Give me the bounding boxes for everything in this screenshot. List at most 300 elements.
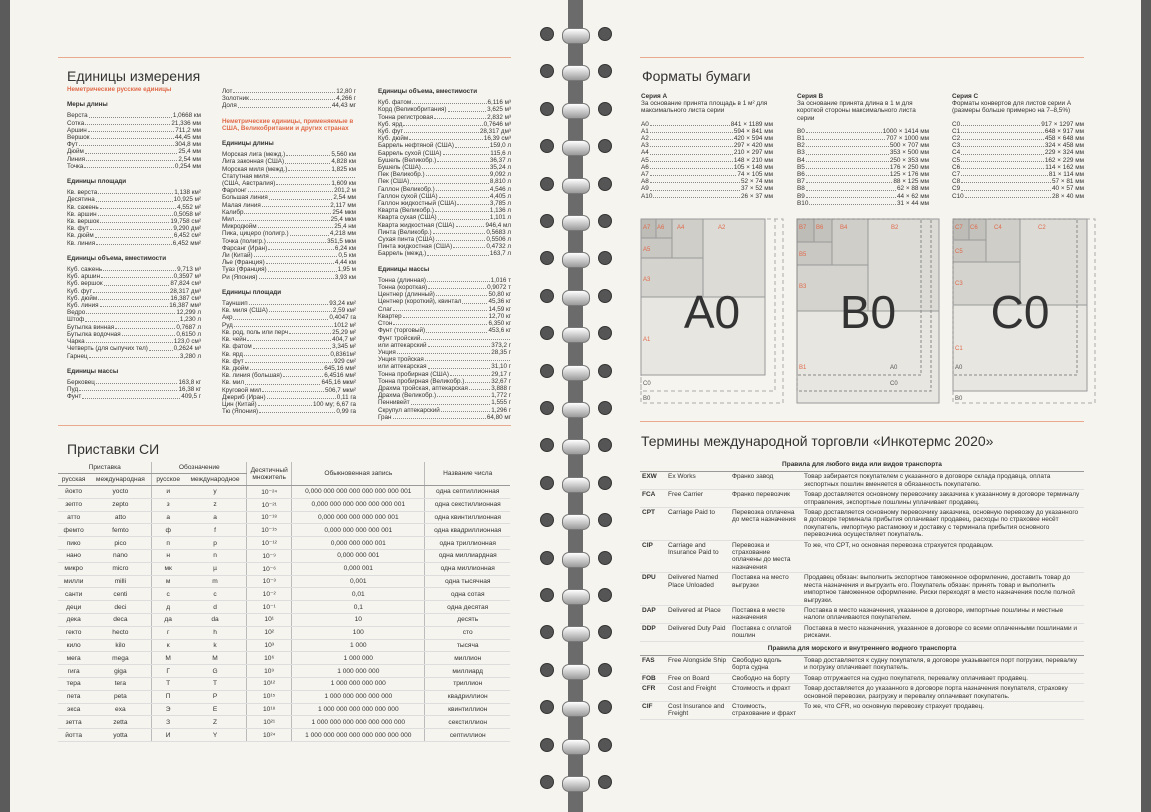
unit-row xyxy=(378,106,511,113)
leader-dots xyxy=(806,157,889,162)
unit-name: Куб. аршин xyxy=(67,273,101,281)
si-row xyxy=(58,652,510,665)
unit-value: 87,824 см³ xyxy=(170,280,201,288)
format-name: B1 xyxy=(797,135,805,143)
format-size: 26 × 37 мм xyxy=(740,192,773,200)
label-c6: C6 xyxy=(970,225,978,231)
format-size: 297 × 420 мм xyxy=(733,142,773,150)
format-name: C1 xyxy=(952,127,961,135)
unit-name: Кв. ярд xyxy=(222,350,243,358)
leader-dots xyxy=(122,331,176,336)
binding-ring xyxy=(562,439,590,455)
si-cell: одна квадриллионная xyxy=(425,524,510,537)
unit-row xyxy=(378,399,511,406)
si-row xyxy=(58,575,510,588)
unit-name: Куб. фут xyxy=(378,128,404,136)
format-name: A2 xyxy=(641,135,649,143)
format-name: A10 xyxy=(641,192,653,200)
incoterms-row xyxy=(640,684,1084,702)
unit-row xyxy=(222,307,356,314)
big-c0: C0 xyxy=(990,286,1050,338)
unit-name: Лье (Франция) xyxy=(222,259,265,267)
binding-ring xyxy=(562,552,590,568)
unit-value: 0,5683 л xyxy=(486,228,511,236)
format-size: 250 × 353 мм xyxy=(889,156,929,164)
unit-value: 404,7 м² xyxy=(332,336,356,344)
unit-row xyxy=(222,173,356,180)
binding-hole xyxy=(540,214,554,228)
si-cell: da xyxy=(184,613,247,626)
incoterms-cell: Стоимость, страхование и фрахт xyxy=(730,701,802,719)
incoterms-cell: Поставка в место назначения, указанное в договоре со всеми оплаченными пошлинами и рисками. xyxy=(802,623,1084,641)
unit-name: Фунт xyxy=(67,393,82,401)
leader-dots xyxy=(806,178,893,183)
leader-dots xyxy=(403,121,482,126)
si-cell: тысяча xyxy=(425,639,510,652)
si-cell: 0,001 xyxy=(292,575,425,588)
unit-value: 1,825 км xyxy=(331,165,356,173)
unit-value: 28,35 г xyxy=(491,348,511,356)
unit-value: 163,8 кг xyxy=(178,378,201,386)
unit-row xyxy=(67,240,201,247)
format-size: 62 × 88 мм xyxy=(896,185,929,193)
leader-dots xyxy=(403,313,488,318)
si-cell: 10¹ xyxy=(247,613,292,626)
unit-value: 4,405 л xyxy=(489,192,511,200)
section-heading: Неметрические русские единицы xyxy=(67,86,172,93)
binding-hole xyxy=(598,738,612,752)
leader-dots xyxy=(90,225,173,230)
si-cell: 10¹⁵ xyxy=(247,690,292,703)
leader-dots xyxy=(88,127,175,132)
leader-dots xyxy=(85,316,179,321)
unit-name: Стон xyxy=(378,320,393,328)
unit-row xyxy=(378,229,511,236)
binding-hole xyxy=(540,551,554,565)
si-cell: peta xyxy=(89,690,152,703)
leader-dots xyxy=(259,274,334,279)
binding-ring xyxy=(562,178,590,194)
unit-value: 3,625 м³ xyxy=(487,106,511,114)
unit-row xyxy=(222,158,356,165)
leader-dots xyxy=(269,307,332,312)
unit-value: 0,7646 м³ xyxy=(483,120,511,128)
unit-name: Дюйм xyxy=(67,148,84,156)
unit-name: Чарка xyxy=(67,338,85,346)
si-head-ru2: русское xyxy=(152,474,184,486)
unit-value: 4,546 л xyxy=(489,185,511,193)
unit-name: Тонна регистровая xyxy=(378,113,434,121)
label-a1: A1 xyxy=(643,337,651,343)
leader-dots xyxy=(100,218,169,223)
leader-dots xyxy=(262,202,330,207)
binding-hole xyxy=(598,27,612,41)
unit-row xyxy=(222,187,356,194)
label-b0: B0 xyxy=(643,396,651,402)
format-row xyxy=(952,171,1084,178)
leader-dots xyxy=(234,322,333,327)
unit-name: Малая линия xyxy=(222,201,261,209)
unit-row xyxy=(378,150,511,157)
unit-row xyxy=(67,331,201,338)
incoterms-cell: Ex Works xyxy=(666,472,730,490)
leader-dots xyxy=(276,180,330,185)
series-b xyxy=(797,93,931,207)
binding-hole xyxy=(540,476,554,490)
unit-name: Пек (Великобр.) xyxy=(378,171,425,179)
si-head-normal: Обыкновенная запись xyxy=(292,462,425,486)
unit-name: Куб. линия xyxy=(67,302,99,310)
si-cell: 10⁻² xyxy=(247,588,292,601)
unit-name: Бутылка винная xyxy=(67,323,115,331)
format-row xyxy=(952,164,1084,171)
si-cell: деци xyxy=(58,601,89,614)
binding-hole xyxy=(540,738,554,752)
unit-row xyxy=(67,345,201,352)
unit-name: Кв. аршин xyxy=(67,210,97,218)
binding-hole xyxy=(598,401,612,415)
incoterms-cell: Free on Board xyxy=(666,673,730,683)
unit-row xyxy=(222,329,356,336)
unit-value: 0,5 км xyxy=(338,252,356,260)
binding-hole xyxy=(598,775,612,789)
unit-row xyxy=(378,371,511,378)
label-c3: C3 xyxy=(955,281,963,287)
leader-dots xyxy=(86,338,173,343)
si-cell: кило xyxy=(58,639,89,652)
unit-name: Куб. фатом xyxy=(378,99,412,107)
unit-row xyxy=(222,351,356,358)
unit-row xyxy=(378,207,511,214)
unit-value: 9,713 м³ xyxy=(177,266,201,274)
si-cell: hecto xyxy=(89,626,152,639)
format-size: 114 × 162 мм xyxy=(1045,163,1084,171)
leader-dots xyxy=(448,106,487,111)
unit-value: 0,11 га xyxy=(336,393,356,401)
incoterms-cell: CIF xyxy=(640,701,666,719)
si-cell: 10⁻¹² xyxy=(247,537,292,550)
unit-value: 6,4516 мм² xyxy=(324,372,356,380)
unit-row xyxy=(378,193,511,200)
unit-value: 2,117 мм xyxy=(330,201,356,209)
incoterms-cell: Франко перевозчик xyxy=(730,490,802,508)
unit-row xyxy=(222,88,356,95)
unit-row xyxy=(67,127,201,134)
format-size: 148 × 210 мм xyxy=(733,156,773,164)
si-cell: одна сотая xyxy=(425,588,510,601)
format-size: 37 × 52 мм xyxy=(740,185,773,193)
leader-dots xyxy=(104,280,170,285)
unit-name: Лига законная (США) xyxy=(222,158,285,166)
label-a7: A7 xyxy=(643,225,651,231)
unit-row xyxy=(222,314,356,321)
leader-dots xyxy=(247,336,331,341)
unit-name: Ведро xyxy=(67,309,86,317)
format-size: 74 × 105 мм xyxy=(737,171,773,179)
unit-name: Баррель сухой (США) xyxy=(378,149,442,157)
format-size: 500 × 707 мм xyxy=(889,142,929,150)
binding-ring xyxy=(562,739,590,755)
unit-row xyxy=(378,407,511,414)
si-cell: одна тысячная xyxy=(425,575,510,588)
section-heading: Единицы длины xyxy=(222,140,274,148)
unit-value: 0,4732 л xyxy=(486,243,511,251)
binding-ring xyxy=(562,327,590,343)
unit-row xyxy=(222,266,356,273)
format-row xyxy=(797,200,929,207)
unit-row xyxy=(222,408,356,415)
unit-value: 32,67 г xyxy=(491,377,511,385)
format-name: C0 xyxy=(952,120,961,128)
unit-value: 3,345 м² xyxy=(332,343,356,351)
binding-ring xyxy=(562,776,590,792)
si-cell: d xyxy=(184,601,247,614)
format-size: 31 × 44 мм xyxy=(896,199,929,207)
si-row xyxy=(58,524,510,537)
format-row xyxy=(952,193,1084,200)
leader-dots xyxy=(425,356,510,361)
series-a xyxy=(641,93,775,200)
si-cell: 10⁻⁹ xyxy=(247,549,292,562)
unit-row xyxy=(67,196,201,203)
si-cell: 10²⁴ xyxy=(247,729,292,742)
leader-dots xyxy=(404,128,479,133)
si-cell: И xyxy=(152,729,184,742)
leader-dots xyxy=(290,230,329,235)
format-size: 88 × 125 мм xyxy=(893,178,929,186)
incoterms-cell: FOB xyxy=(640,673,666,683)
diagram-a xyxy=(640,218,784,404)
leader-dots xyxy=(437,157,489,162)
unit-value: 44,43 мг xyxy=(331,102,356,110)
si-cell: ф xyxy=(152,524,184,537)
leader-dots xyxy=(426,171,489,176)
format-name: A8 xyxy=(641,178,649,186)
unit-name: Баррель (межд.) xyxy=(378,250,427,258)
unit-row xyxy=(378,378,511,385)
incoterms-cell: То же, что CFR, но основную перевозку страхует продавец. xyxy=(802,701,1084,719)
incoterms-row xyxy=(640,508,1084,541)
unit-row xyxy=(67,204,201,211)
leader-dots xyxy=(283,372,323,377)
unit-row xyxy=(222,336,356,343)
unit-name: Гарнец xyxy=(67,352,88,360)
si-cell: 10⁻¹⁸ xyxy=(247,511,292,524)
incoterms-cell: DDP xyxy=(640,623,666,641)
unit-name: Кв. фут xyxy=(67,225,89,233)
leader-dots xyxy=(89,353,179,358)
unit-value: 0,2624 м³ xyxy=(173,345,201,353)
unit-name: Галлон (Великобр.) xyxy=(378,185,435,193)
format-size: 458 × 648 мм xyxy=(1044,135,1084,143)
format-name: A3 xyxy=(641,142,649,150)
unit-value: 44,45 мм xyxy=(174,134,201,142)
unit-value: 2,54 мм xyxy=(178,155,201,163)
mid-rule-left xyxy=(58,425,511,426)
format-size: 81 × 114 мм xyxy=(1048,171,1084,179)
leader-dots xyxy=(455,142,489,147)
leader-dots xyxy=(79,386,177,391)
si-cell: z xyxy=(184,498,247,511)
section-heading: Единицы объема, вместимости xyxy=(378,88,478,95)
si-row xyxy=(58,729,510,742)
format-row xyxy=(952,178,1084,185)
si-cell: h xyxy=(184,626,247,639)
format-name: C7 xyxy=(952,171,961,179)
format-row xyxy=(952,128,1084,135)
leader-dots xyxy=(267,394,336,399)
unit-value: 45,36 кг xyxy=(488,298,511,306)
si-cell: c xyxy=(184,588,247,601)
incoterms-cell: Поставка на место выгрузки xyxy=(730,573,802,606)
unit-value: 0,3597 м³ xyxy=(173,273,201,281)
si-cell: с xyxy=(152,588,184,601)
leader-dots xyxy=(238,102,331,107)
si-cell: пета xyxy=(58,690,89,703)
leader-dots xyxy=(650,128,733,133)
label-b3: B3 xyxy=(799,284,807,290)
binding-hole xyxy=(598,214,612,228)
leader-dots xyxy=(428,342,491,347)
si-cell: giga xyxy=(89,665,152,678)
leader-dots xyxy=(427,250,489,255)
unit-value: 3,888 г xyxy=(491,384,511,392)
format-row xyxy=(952,157,1084,164)
unit-value: 28,317 дм³ xyxy=(479,128,511,136)
si-cell: yocto xyxy=(89,486,152,499)
unit-name: Кварта жидкостная (США) xyxy=(378,221,455,229)
leader-dots xyxy=(453,243,485,248)
leader-dots xyxy=(465,378,490,383)
leader-dots xyxy=(96,379,178,384)
unit-name: Кв. линия xyxy=(67,239,96,247)
si-cell: P xyxy=(184,690,247,703)
si-cell: 10⁻⁶ xyxy=(247,562,292,575)
unit-row xyxy=(222,401,356,408)
format-row xyxy=(641,157,773,164)
unit-name: Морская миля (межд.) xyxy=(222,165,288,173)
unit-name: Берковец xyxy=(67,378,95,386)
unit-row xyxy=(222,372,356,379)
format-row xyxy=(641,193,773,200)
si-cell: милли xyxy=(58,575,89,588)
incoterms-section-title: Правила для любого вида или видов транспорта xyxy=(640,458,1084,472)
unit-name: Кв. род, поль или перч xyxy=(222,328,289,336)
unit-name: Десятина xyxy=(67,196,95,204)
diagram-c xyxy=(952,218,1096,404)
label-a0-b: A0 xyxy=(890,365,898,371)
unit-value: 3,93 км xyxy=(334,273,356,281)
leader-dots xyxy=(961,128,1044,133)
format-name: B3 xyxy=(797,149,805,157)
unit-name: Центнер (длинный) xyxy=(378,291,435,299)
si-cell: одна миллиардная xyxy=(425,549,510,562)
unit-value: 29,17 г xyxy=(491,370,511,378)
unit-row xyxy=(222,245,356,252)
unit-value: 2,832 м³ xyxy=(487,113,511,121)
si-cell: йокто xyxy=(58,486,89,499)
top-rule-left xyxy=(58,57,511,58)
unit-name: Бушель (США) xyxy=(378,164,421,172)
si-row xyxy=(58,486,510,499)
unit-row xyxy=(222,166,356,173)
si-cell: 0,000 001 xyxy=(292,562,425,575)
format-size: 648 × 917 мм xyxy=(1044,127,1084,135)
big-b0: B0 xyxy=(839,286,897,338)
si-cell: 1 000 000 000 000 000 xyxy=(292,690,425,703)
unit-name: Кв. сажень xyxy=(67,203,99,211)
unit-row xyxy=(222,322,356,329)
binding-ring xyxy=(562,514,590,530)
series-description: За основание принята длина в 1 м для короткой стороны максимального листа серии xyxy=(797,100,916,122)
binding-ring xyxy=(562,477,590,493)
unit-value: 1,555 г xyxy=(491,399,511,407)
si-cell: и xyxy=(152,486,184,499)
leader-dots xyxy=(428,363,491,368)
format-row xyxy=(641,135,773,142)
series-list xyxy=(641,121,775,200)
format-name: B8 xyxy=(797,185,805,193)
unit-value: 159,0 л xyxy=(489,142,511,150)
leader-dots xyxy=(289,329,331,334)
unit-row xyxy=(378,186,511,193)
unit-row xyxy=(67,288,201,295)
format-name: B0 xyxy=(797,127,805,135)
unit-row xyxy=(67,302,201,309)
format-size: 28 × 40 мм xyxy=(1051,192,1084,200)
si-cell: µ xyxy=(184,562,247,575)
leader-dots xyxy=(961,157,1044,162)
unit-name: Гран xyxy=(378,413,392,421)
leader-dots xyxy=(244,209,331,214)
unit-row xyxy=(67,386,201,393)
unit-value: 1,016 т xyxy=(490,276,511,284)
format-row xyxy=(952,185,1084,192)
unit-value: 35,24 л xyxy=(489,164,511,172)
unit-row xyxy=(222,180,356,187)
unit-row xyxy=(222,202,356,209)
series-description: За основание принята площадь в 1 м² для максимального листа серии xyxy=(641,100,768,115)
unit-row xyxy=(222,387,356,394)
si-cell: deci xyxy=(89,601,152,614)
incoterms-cell: Товар доставляется основному перевозчику заказчика, основную перевозку до указанного в договоре терминала прибытия оплачивает продавец, расходы по страховке несёт покупатель, импортную растаможку и доставку с терминала прибытия основного перевозчика осуществляет покупатель. xyxy=(802,508,1084,541)
unit-name: Доля xyxy=(222,102,237,110)
leader-dots xyxy=(100,302,169,307)
unit-name: Драхма тройская, аптекарская xyxy=(378,384,468,392)
format-row xyxy=(797,193,929,200)
format-size: 353 × 500 мм xyxy=(889,149,929,157)
format-row xyxy=(952,121,1084,128)
unit-name: Фунт (торговый) xyxy=(378,327,426,335)
unit-row xyxy=(67,379,201,386)
si-cell: y xyxy=(184,486,247,499)
unit-name: Кв. дюйм xyxy=(222,364,249,372)
unit-name: Сотка xyxy=(67,119,85,127)
unit-row xyxy=(222,259,356,266)
unit-value: 929 см² xyxy=(334,357,356,365)
format-row xyxy=(797,149,929,156)
leader-dots xyxy=(650,164,733,169)
unit-value: 4,828 км xyxy=(331,158,356,166)
format-row xyxy=(641,185,773,192)
section-heading: Меры длины xyxy=(67,101,108,109)
si-cell: одна квинтиллионная xyxy=(425,511,510,524)
units-column-1 xyxy=(67,86,201,401)
si-cell: G xyxy=(184,665,247,678)
label-b0-c: B0 xyxy=(955,396,963,402)
format-row xyxy=(952,142,1084,149)
unit-value: 1,609 км xyxy=(331,180,356,188)
